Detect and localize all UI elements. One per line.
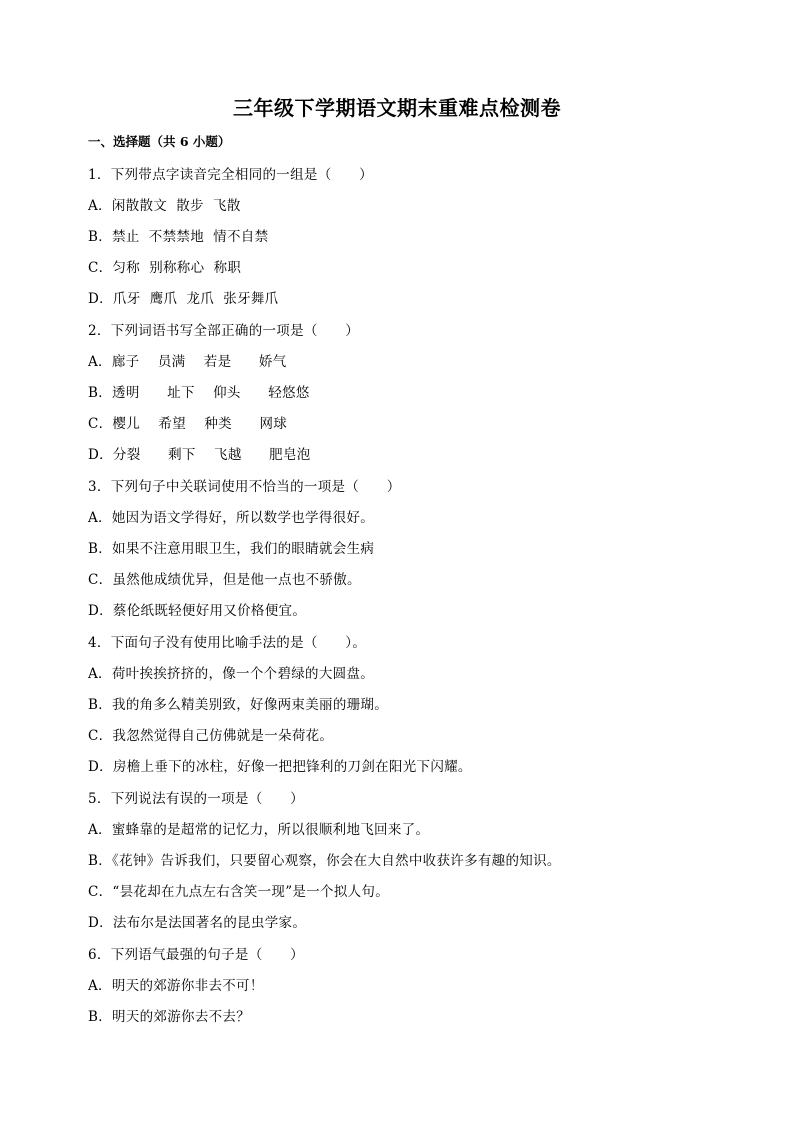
question-4-stem: 4．下面句子没有使用比喻手法的是（ ）。: [88, 635, 367, 651]
question-3-stem: 3．下列句子中关联词使用不恰当的一项是（ ）: [88, 479, 401, 495]
question-4-option-b: B．我的角多么精美别致，好像两束美丽的珊瑚。: [88, 697, 389, 713]
question-1-option-b: B．禁止 不禁禁地 情不自禁: [88, 229, 269, 245]
question-1-stem: 1．下列带点字读音完全相同的一组是（ ）: [88, 167, 373, 183]
question-5-option-b: B．《花钟》告诉我们，只要留心观察，你会在大自然中收获许多有趣的知识。: [88, 853, 561, 869]
question-2-stem: 2．下列词语书写全部正确的一项是（ ）: [88, 323, 360, 339]
exam-title: 三年级下学期语文期末重难点检测卷: [233, 96, 561, 120]
question-2-option-b: B．透明 址下 仰头 轻悠悠: [88, 385, 310, 401]
question-1-option-c: C．匀称 别称称心 称职: [88, 260, 242, 276]
question-5-option-d: D．法布尔是法国著名的昆虫学家。: [88, 915, 307, 931]
question-2-option-a: A．廊子 员满 若是 娇气: [88, 354, 287, 370]
question-1-option-d: D．爪牙 鹰爪 龙爪 张牙舞爪: [88, 291, 279, 307]
question-3-option-d: D．蔡伦纸既轻便好用又价格便宜。: [88, 603, 307, 619]
question-6-option-a: A．明天的郊游你非去不可！: [88, 978, 264, 994]
section-heading: 一、选择题（共 6 小题）: [88, 134, 231, 149]
question-6-stem: 6．下列语气最强的句子是（ ）: [88, 947, 304, 963]
question-4-option-a: A．荷叶挨挨挤挤的，像一个个碧绿的大圆盘。: [88, 666, 375, 682]
question-3-option-c: C．虽然他成绩优异，但是他一点也不骄傲。: [88, 572, 361, 588]
question-1-option-a: A．闲散散文 散步 飞散: [88, 198, 241, 214]
question-4-option-c: C．我忽然觉得自己仿佛就是一朵荷花。: [88, 728, 334, 744]
question-5-option-c: C．“昙花却在九点左右含笑一现”是一个拟人句。: [88, 884, 390, 900]
question-3-option-b: B．如果不注意用眼卫生，我们的眼睛就会生病: [88, 541, 375, 557]
question-2-option-d: D．分裂 剩下 飞越 肥皂泡: [88, 447, 311, 463]
question-5-stem: 5．下列说法有误的一项是（ ）: [88, 791, 304, 807]
question-5-option-a: A．蜜蜂靠的是超常的记忆力，所以很顺利地飞回来了。: [88, 822, 430, 838]
question-4-option-d: D．房檐上垂下的冰柱，好像一把把锋利的刀剑在阳光下闪耀。: [88, 759, 472, 775]
question-3-option-a: A．她因为语文学得好，所以数学也学得很好。: [88, 510, 375, 526]
question-2-option-c: C．樱儿 希望 种类 网球: [88, 416, 288, 432]
question-6-option-b: B．明天的郊游你去不去？: [88, 1009, 251, 1025]
